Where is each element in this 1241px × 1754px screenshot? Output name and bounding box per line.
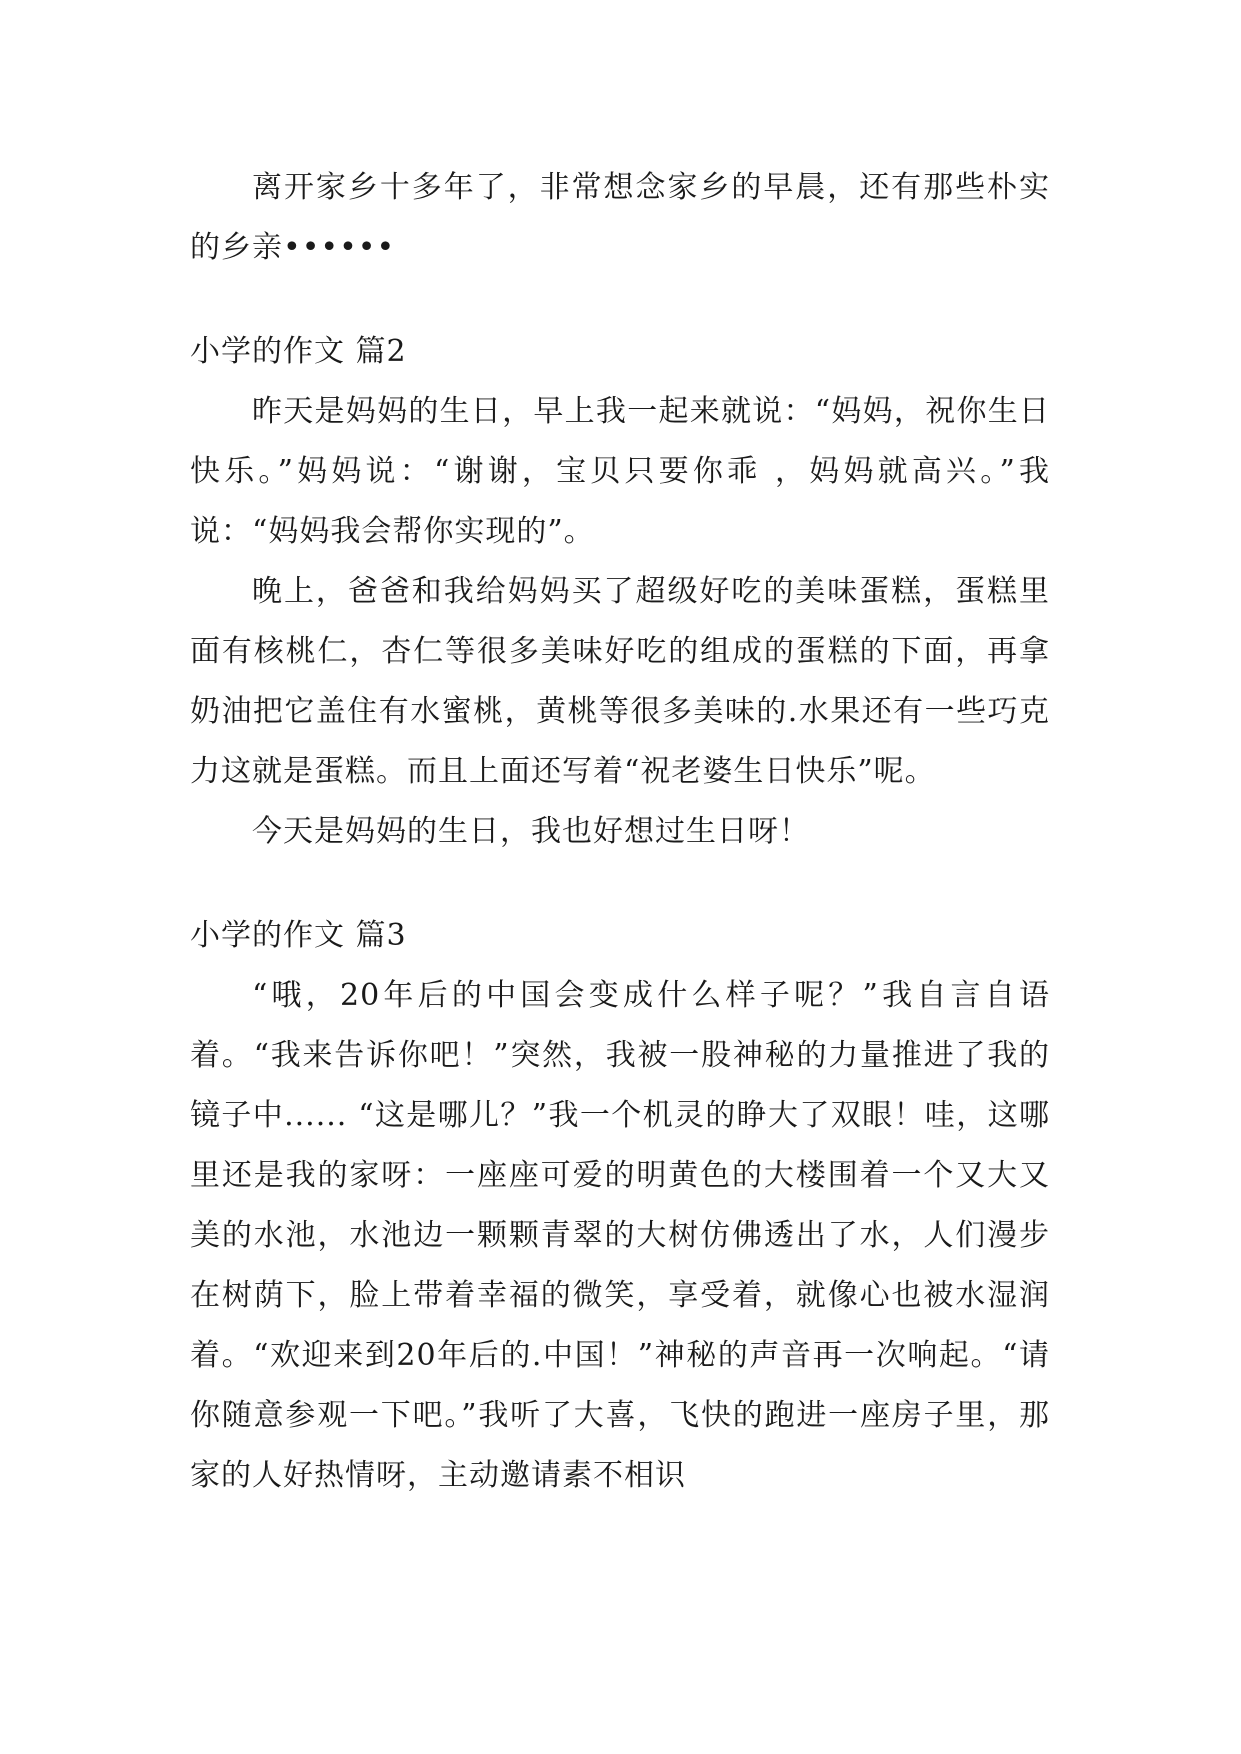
intro-paragraph: 离开家乡十多年了，非常想念家乡的早晨，还有那些朴实的乡亲•••••• xyxy=(190,170,1050,265)
section-2-paragraph-1: 昨天是妈妈的生日，早上我一起来就说：“妈妈，祝你生日快乐。”妈妈说：“谢谢，宝贝只要你乖 ，妈妈就高兴。”我说：“妈妈我会帮你实现的”。 xyxy=(190,394,1050,549)
section-2-title: 小学的作文 篇2 xyxy=(190,334,407,369)
document-page xyxy=(190,158,1050,1506)
section-2-paragraph-3: 今天是妈妈的生日，我也好想过生日呀！ xyxy=(252,814,810,849)
section-2-paragraph-2: 晚上，爸爸和我给妈妈买了超级好吃的美味蛋糕，蛋糕里面有核桃仁，杏仁等很多美味好吃的组成的蛋糕的下面，再拿奶油把它盖住有水蜜桃，黄桃等很多美味的.水果还有一些巧克力这就是蛋糕。而且上面还写着“祝老婆生日快乐”呢。 xyxy=(190,574,1050,789)
section-3-paragraph-1: “哦，20年后的中国会变成什么样子呢？”我自言自语着。“我来告诉你吧！”突然，我被一股神秘的力量推进了我的镜子中...... “这是哪儿？”我一个机灵的睁大了双眼！哇，这哪里还是我的家呀：一座座可爱的明黄色的大楼围着一个又大又美的水池，水池边一颗颗青翠的大树仿佛透出了水，人们漫步在树荫下，脸上带着幸福的微笑，享受着，就像心也被水湿润着。“欢迎来到20年后的.中国！”神秘的声音再一次响起。“请你随意参观一下吧。”我听了大喜，飞快的跑进一座房子里，那家的人好热情呀，主动邀请素不相识 xyxy=(190,978,1050,1493)
section-3-title: 小学的作文 篇3 xyxy=(190,918,407,953)
section-gap xyxy=(190,278,1050,322)
section-gap xyxy=(190,862,1050,906)
